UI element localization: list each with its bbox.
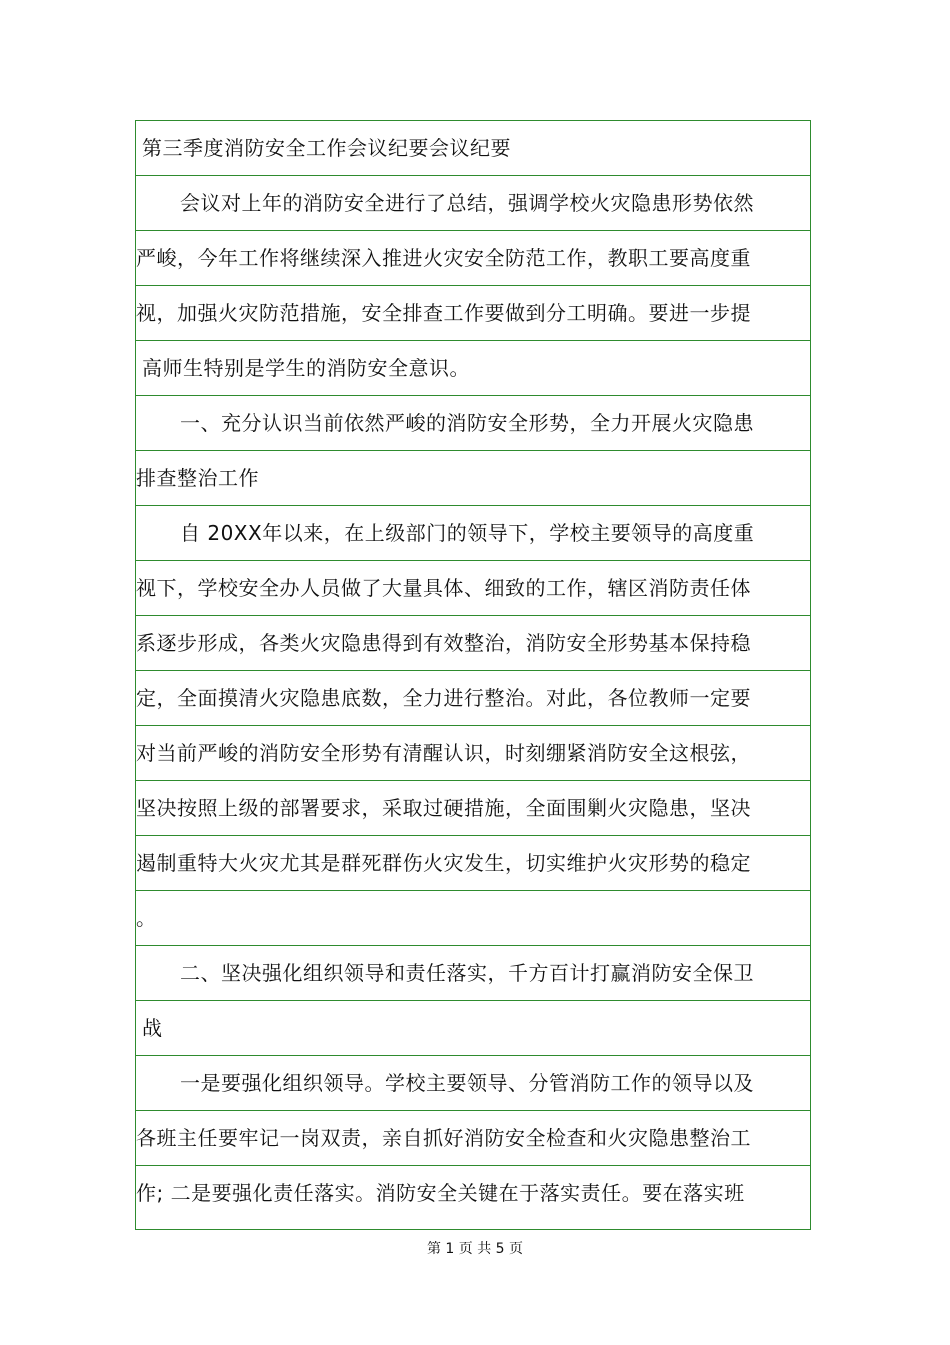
section-heading-2-cont: 战 [136, 1001, 810, 1056]
document-frame [135, 120, 811, 1230]
page-number: 第 1 页 共 5 页 [426, 1241, 524, 1257]
text-line: 高师生特别是学生的消防安全意识。 [136, 341, 810, 396]
section-heading-2: 二、坚决强化组织领导和责任落实，千方百计打赢消防安全保卫 [136, 946, 810, 1001]
section-heading-1: 一、充分认识当前依然严峻的消防安全形势，全力开展火灾隐患 [136, 396, 810, 451]
text-line: 严峻，今年工作将继续深入推进火灾安全防范工作，教职工要高度重 [136, 231, 810, 286]
text-line: 。 [136, 891, 810, 946]
text-line: 视下，学校安全办人员做了大量具体、细致的工作，辖区消防责任体 [136, 561, 810, 616]
document-title: 第三季度消防安全工作会议纪要会议纪要 [136, 121, 810, 176]
text-line: 坚决按照上级的部署要求，采取过硬措施，全面围剿火灾隐患，坚决 [136, 781, 810, 836]
text-line: 会议对上年的消防安全进行了总结，强调学校火灾隐患形势依然 [136, 176, 810, 231]
text-line: 定，全面摸清火灾隐患底数，全力进行整治。对此，各位教师一定要 [136, 671, 810, 726]
text-line: 各班主任要牢记一岗双责，亲自抓好消防安全检查和火灾隐患整治工 [136, 1111, 810, 1166]
text-line: 自 20XX年以来，在上级部门的领导下，学校主要领导的高度重 [136, 506, 810, 561]
text-line: 作; 二是要强化责任落实。消防安全关键在于落实责任。要在落实班 [136, 1181, 745, 1205]
section-heading-1-cont: 排查整治工作 [136, 451, 810, 506]
text-line: 对当前严峻的消防安全形势有清醒认识，时刻绷紧消防安全这根弦， [136, 726, 810, 781]
text-line: 一是要强化组织领导。学校主要领导、分管消防工作的领导以及 [136, 1056, 810, 1111]
text-line: 系逐步形成，各类火灾隐患得到有效整治，消防安全形势基本保持稳 [136, 616, 810, 671]
text-line: 视，加强火灾防范措施，安全排查工作要做到分工明确。要进一步提 [136, 286, 810, 341]
text-line: 遏制重特大火灾尤其是群死群伤火灾发生，切实维护火灾形势的稳定 [136, 836, 810, 891]
